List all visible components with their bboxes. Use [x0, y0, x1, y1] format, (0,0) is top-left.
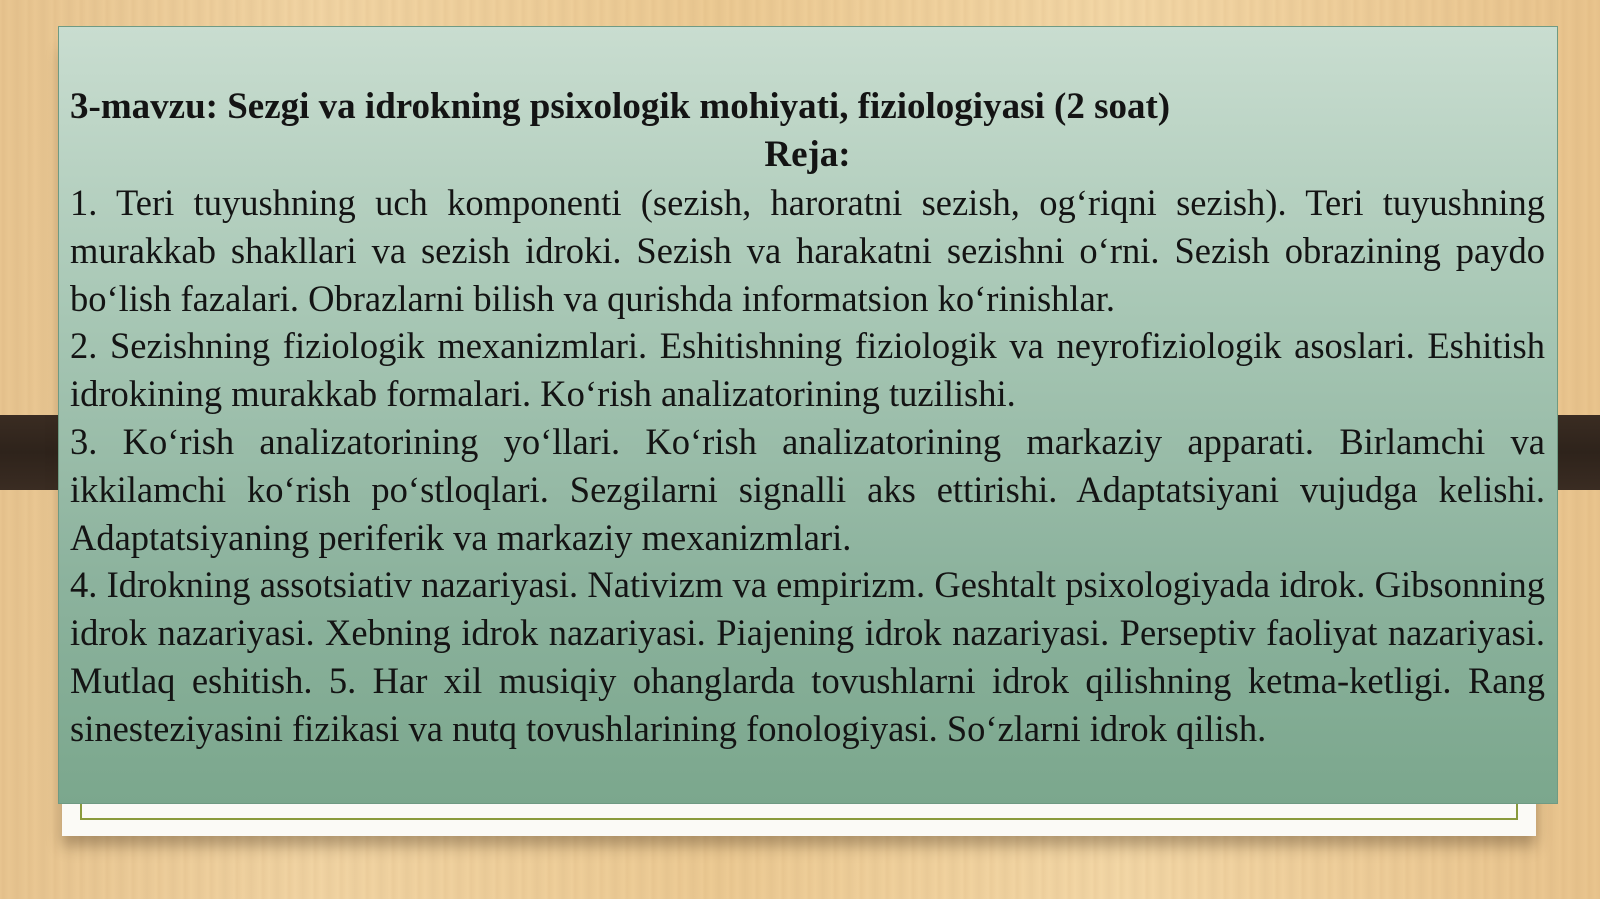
- plan-item-3: 3. Ko‘rish analizatorining yo‘llari. Ko‘rish analizatorining markaziy apparati. Birlamchi va ikkilamchi ko‘rish po‘stloqlari. Sezgilarni signalli aks ettirishi. Adaptatsiyani vujudga kelishi. Adaptatsiyaning periferik va markaziy mexanizmlari.: [70, 420, 1545, 558]
- slide-text-panel: [58, 26, 1558, 804]
- slide-title: 3-mavzu: Sezgi va idrokning psixologik mohiyati, fiziologiyasi (2 soat): [70, 86, 1171, 127]
- plan-heading: Reja:: [764, 134, 851, 175]
- plan-item-2: 2. Sezishning fiziologik mexanizmlari. Eshitishning fiziologik va neyrofiziologik asoslari. Eshitish idrokining murakkab formalari. Ko‘rish analizatorining tuzilishi.: [70, 325, 1545, 415]
- plan-item-4: 4. Idrokning assotsiativ nazariyasi. Nativizm va empirizm. Geshtalt psixologiyada idrok. Gibsonning idrok nazariyasi. Xebning idrok nazariyasi. Piajening idrok nazariyasi. Perseptiv faoliyat nazariyasi. Mutlaq eshitish. 5. Har xil musiqiy ohanglarda tovushlarni idrok qilishning ketma-ketligi. Rang sinesteziyasini fizikasi va nutq tovushlarining fonologiyasi. So‘zlarni idrok qilish.: [70, 564, 1545, 749]
- plan-item-1: 1. Teri tuyushning uch komponenti (sezish, haroratni sezish, og‘riqni sezish). Teri tuyushning murakkab shakllari va sezish idroki. Sezish va harakatni sezishni o‘rni. Sezish obrazining paydo bo‘lish fazalari. Obrazlarni bilish va qurishda informatsion ko‘rinishlar.: [70, 182, 1545, 319]
